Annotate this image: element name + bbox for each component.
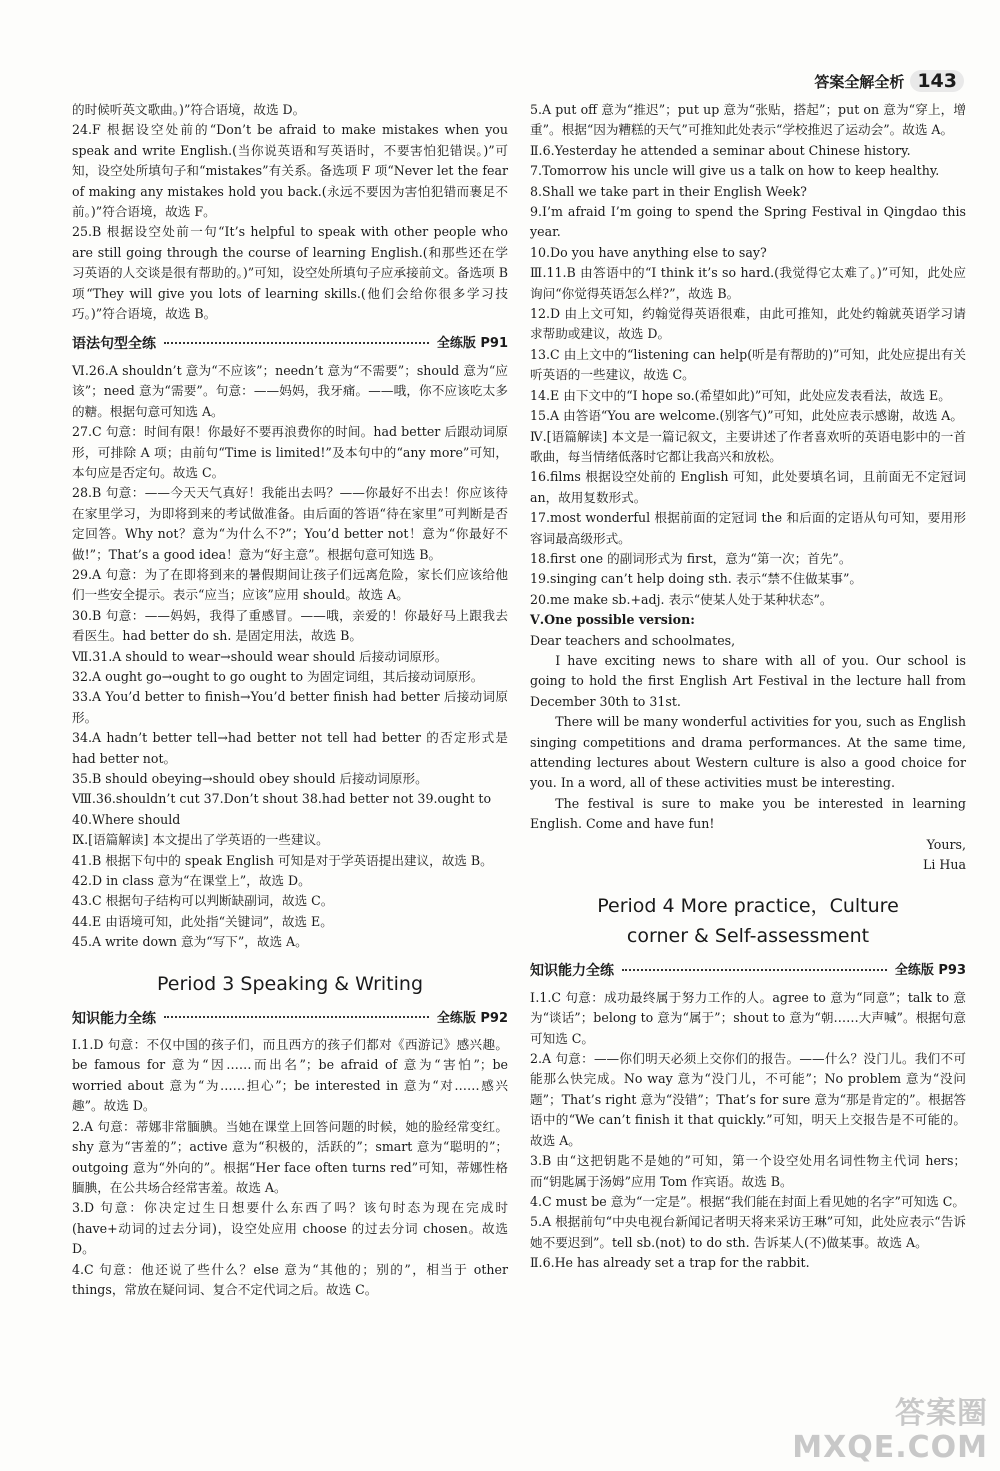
header-title: 答案全解全析 — [814, 72, 905, 91]
answer-item: 10.Do you have anything else to say? — [530, 244, 767, 260]
answer-item: Ⅴ.One possible version: — [530, 612, 695, 628]
period-title — [530, 891, 966, 951]
letter-paragraph: The festival is sure to make you be interested in learning English. Come and have fun! — [530, 795, 966, 832]
answer-item: 27.C 句意：时间有限！你最好不要再浪费你的时间。had better 后跟动词原形，可排除 A 项；由前句“Time is limited!”及本句中的“any more”可知，本句应是否定句。故选 C。 — [72, 424, 508, 480]
answer-item: 5.A put off 意为“推迟”；put up 意为“张贴，搭起”；put on 意为“穿上，增重”。根据“因为糟糕的天气”可推知此处表示“学校推迟了运动会”。故选 A。 — [530, 102, 966, 138]
answer-item: Ⅰ.1.D 句意：不仅中国的孩子们，而且西方的孩子们都对《西游记》感兴趣。be famous for 意为“因……而出名”；be afraid of 意为“害怕”；be worried about 意为“为……担心”；be interested in 意为“对……感兴趣”。故选 D。 — [72, 1037, 508, 1114]
answer-item: 45.A write down 意为“写下”，故选 A。 — [72, 934, 308, 950]
answer-item: Ⅶ.31.A should to wear→should wear should 后接动词原形。 — [72, 648, 448, 664]
answer-item: 2.A 句意：——你们明天必须上交你们的报告。——什么？没门儿。我们不可能那么快完成。No way 意为“没门儿，不可能”；No problem 意为“没问题”；That’s right 意为“没错”；That’s for sure 意为“那是肯定的”。根据答语中的“We can’t finish it that quickly.”可知，明天上交报告是不可能的。故选 A。 — [530, 1051, 966, 1148]
watermark-text: 答案圈 — [895, 1396, 988, 1431]
period-title-line: Period 4 More practice，Culture — [597, 895, 899, 918]
answer-item: 34.A hadn’t better tell→had better not tell had better 的否定形式是 had better not。 — [72, 730, 508, 766]
answer-item: Ⅱ.6.He has already set a trap for the rabbit. — [530, 1255, 810, 1271]
answer-item: Ⅵ.26.A shouldn’t 意为“不应该”；needn’t 意为“不需要”；should 意为“应该”；need 意为“需要”。句意：——妈妈，我牙痛。——哦，你不应该吃太多的糖。根据句意可知选 A。 — [72, 362, 508, 419]
answer-item: Ⅱ.6.Yesterday he attended a seminar about Chinese history. — [530, 142, 911, 158]
page-header — [814, 70, 964, 92]
period-title-line: corner & Self-assessment — [626, 925, 870, 948]
section-heading — [72, 1009, 508, 1029]
answer-item: 41.B 根据下句中的 speak English 可知是对于学英语提出建议，故选 B。 — [72, 852, 493, 868]
answer-item: Ⅷ.36.shouldn’t cut 37.Don’t shout 38.had better not 39.ought to — [72, 791, 492, 807]
period-title: Period 3 Speaking & Writing — [157, 972, 423, 995]
answer-item: 18.first one 的副词形式为 first，意为“第一次；首先”。 — [530, 550, 852, 566]
watermark-logo — [792, 1397, 988, 1465]
answer-item: 28.B 句意：——今天天气真好！我能出去吗？——你最好不出去！你应该待在家里学习，为即将到来的考试做准备。由后面的答语“待在家里”可判断是否定回答。Why not？意为“为什么不?”；You’d better not！意为“你最好不做!”；That’s a good idea！意为“好主意”。根据句意可知选 B。 — [72, 485, 508, 562]
answer-item: 25.B 根据设空处前一句“It’s helpful to speak with other people who are still going through the course of learning English.(和那些还在学习英语的人交谈是很有帮助的。)”可知，设空处所填句子应承接前文。备选项 B 项“They will give you lots of learning skills.(他们会给你很多学习技巧。)”符合语境，故选 B。 — [72, 224, 508, 322]
section-title: 知识能力全练 — [72, 1010, 156, 1027]
answer-item: 16.films 根据设空处前的 English 可知，此处要填名词，且前面无不定冠词 an，故用复数形式。 — [530, 469, 966, 505]
dotted-leader — [622, 969, 887, 971]
answer-item: 30.B 句意：——妈妈，我得了重感冒。——哦，亲爱的！你最好马上跟我去看医生。had better do sh. 是固定用法，故选 B。 — [72, 607, 508, 644]
answer-item: 4.C 句意：他还说了些什么？else 意为“其他的；别的”，相当于 other things，常放在疑问词、复合不定代词之后。故选 C。 — [72, 1261, 508, 1297]
answer-item: 12.D 由上文可知，约翰觉得英语很难，由此可推知，此处约翰就英语学习请求帮助或建议，故选 D。 — [530, 306, 966, 342]
letter-paragraph: There will be many wonderful activities for you, such as English singing competitions and drama performances. At the same time, attending lectures about Western culture is also a good choice for you. In a word, all of these activities must be interesting. — [530, 714, 966, 791]
section-ref: 全练版 P92 — [436, 1010, 508, 1026]
answer-item: 7.Tomorrow his uncle will give us a talk on how to keep healthy. — [530, 163, 940, 179]
answer-item: 5.A 根据前句“中央电视台新闻记者明天将来采访王琳”可知，此处应表示“告诉她不要迟到”。tell sb.(not) to do sth. 告诉某人(不)做某事。故选 A。 — [530, 1214, 966, 1250]
right-column — [530, 100, 966, 1274]
answer-item: 8.Shall we take part in their English Week? — [530, 183, 807, 199]
answer-item: 17.most wonderful 根据前面的定冠词 the 和后面的定语从句可知，要用形容词最高级形式。 — [530, 510, 966, 546]
answer-item: 9.I’m afraid I’m going to spend the Spring Festival in Qingdao this year. — [530, 204, 966, 240]
section-ref: 全练版 P93 — [894, 963, 966, 979]
watermark-url: MXQE.COM — [792, 1430, 988, 1465]
section-heading — [530, 961, 966, 981]
answer-item: Ⅳ.[语篇解读] 本文是一篇记叙文，主要讲述了作者喜欢听的英语电影中的一首歌曲，每当情绪低落时它都让我高兴和放松。 — [530, 428, 966, 464]
answer-item: Ⅰ.1.C 句意：成功最终属于努力工作的人。agree to 意为“同意”；talk to 意为“谈话”；belong to 意为“属于”；shout to 意为“朝……大声喊”。根据句意可知选 C。 — [530, 989, 966, 1046]
answer-item: 42.D in class 意为“在课堂上”，故选 D。 — [72, 873, 311, 889]
answer-item: 44.E 由语境可知，此处指“关键词”，故选 E。 — [72, 913, 333, 929]
answer-item: 35.B should obeying→should obey should 后接动词原形。 — [72, 771, 428, 786]
answer-item: 14.E 由下文中的“I hope so.(希望如此)”可知，此处应发表看法，故选 E。 — [530, 387, 951, 403]
answer-item: 4.C must be 意为“一定是”。根据“我们能在封面上看见她的名字”可知选 C。 — [530, 1193, 965, 1209]
left-column — [72, 100, 508, 1300]
answer-item: 29.A 句意：为了在即将到来的暑假期间让孩子们远离危险，家长们应该给他们一些安全提示。表示“应当；应该”应用 should。故选 A。 — [72, 566, 508, 603]
dotted-leader — [164, 342, 429, 344]
page-number: 143 — [910, 70, 964, 92]
section-heading — [72, 334, 508, 354]
letter-signature: Li Hua — [923, 857, 966, 873]
answer-item: 19.singing can’t help doing sth. 表示“禁不住做某事”。 — [530, 571, 863, 587]
letter-paragraph: I have exciting news to share with all of you. Our school is going to hold the first English Art Festival in the lecture hall from December 30th to 31st. — [530, 652, 966, 709]
answer-item: 32.A ought go→ought to go ought to 为固定词组，其后接动词原形。 — [72, 668, 484, 684]
answer-item: 33.A You’d better to finish→You’d better finish had better 后接动词原形。 — [72, 689, 508, 725]
answer-item: 2.A 句意：蒂娜非常腼腆。当她在课堂上回答问题的时候，她的脸经常变红。shy 意为“害羞的”；active 意为“积极的，活跃的”；smart 意为“聪明的”；outgoing 意为“外向的”。根据“Her face often turns red”可知，蒂娜性格腼腆，在公共场合经常害羞。故选 A。 — [72, 1118, 508, 1195]
answer-item: Ⅸ.[语篇解读] 本文提出了学英语的一些建议。 — [72, 832, 329, 848]
answer-item: 24.F 根据设空处前的“Don’t be afraid to make mistakes when you speak and write English.(当你说英语和写英语时，不要害怕犯错误。)”可知，设空处所填句子和“mistakes”有关系。备选项 F 项“Never let the fear of making any mistakes hold you back.(永远不要因为害怕犯错而裹足不前。)”符合语境，故选 F。 — [72, 122, 508, 220]
answer-item: 3.D 句意：你决定过生日想要什么东西了吗？该句时态为现在完成时(have+动词的过去分词)，设空处应用 choose 的过去分词 chosen。故选 D。 — [72, 1200, 508, 1257]
answer-item: Ⅲ.11.B 由答语中的“I think it’s so hard.(我觉得它太难了。)”可知，此处应询问“你觉得英语怎么样?”，故选 B。 — [530, 265, 966, 301]
answer-item: 40.Where should — [72, 811, 181, 827]
answer-item: 的时候听英文歌曲。)”符合语境，故选 D。 — [72, 102, 306, 117]
dotted-leader — [164, 1016, 429, 1018]
answer-item: 13.C 由上文中的“listening can help(听是有帮助的)”可知，此处应提出有关听英语的一些建议，故选 C。 — [530, 346, 966, 383]
section-title: 知识能力全练 — [530, 963, 614, 980]
section-title: 语法句型全练 — [72, 336, 156, 353]
sample-letter — [530, 631, 966, 876]
answer-item: 15.A 由答语“You are welcome.(别客气)”可知，此处应表示感谢，故选 A。 — [530, 408, 963, 424]
answer-item: 20.me make sb.+adj. 表示“使某人处于某种状态”。 — [530, 591, 833, 607]
section-ref: 全练版 P91 — [436, 336, 508, 352]
letter-greeting: Dear teachers and schoolmates, — [530, 632, 736, 648]
answer-item: 43.C 根据句子结构可以判断缺副词，故选 C。 — [72, 893, 334, 909]
answer-item: 3.B 由“这把钥匙不是她的”可知，第一个设空处用名词性物主代词 hers；而“钥匙属于汤姆”应用 Tom 作宾语。故选 B。 — [530, 1153, 966, 1189]
letter-closing: Yours, — [926, 836, 966, 852]
